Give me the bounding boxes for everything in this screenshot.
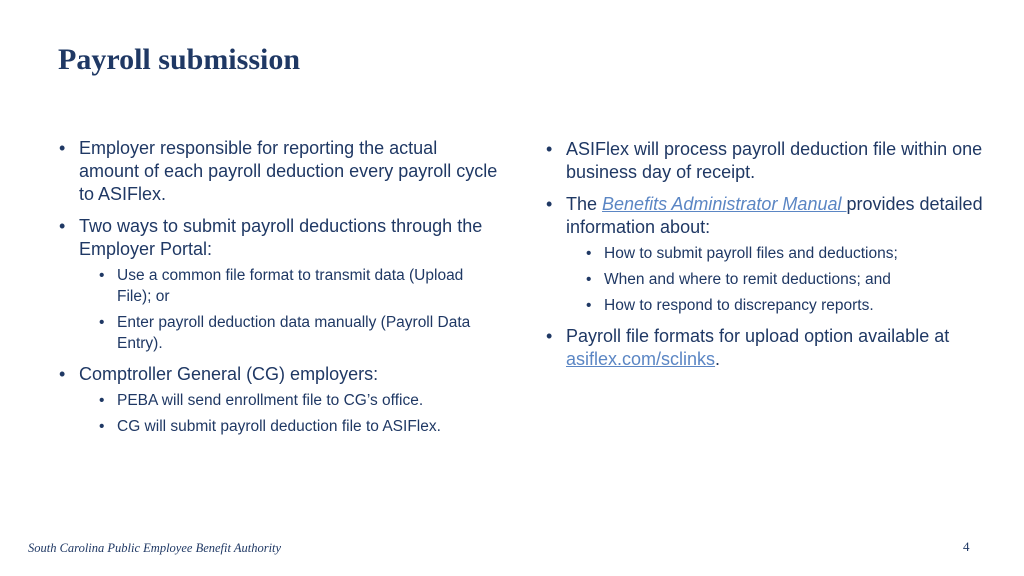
bullet-cg-employers: • Comptroller General (CG) employers: • PEBA will send enrollment file to CG’s office. • CG will submit payroll deduction file to ASIFlex. — [58, 363, 498, 437]
sub-bullet-upload-file: • Use a common file format to transmit data (Upload File); or — [97, 265, 498, 307]
bullet-benefits-manual: • The Benefits Administrator Manual provides detailed information about: • How to submit payroll files and deductions; • When and where to remit deductions; and • How to respond to discrepancy reports. — [545, 193, 985, 316]
right-bullet-list — [545, 138, 985, 371]
bullet-file-formats: • Payroll file formats for upload option available at asiflex.com/sclinks. — [545, 325, 985, 371]
bullet-employer-responsibility: • Employer responsible for reporting the actual amount of each payroll deduction every payroll cycle to ASIFlex. — [58, 137, 498, 206]
manual-topics-sub-list — [584, 243, 985, 316]
page-number: 4 — [963, 539, 970, 554]
sub-bullet-payroll-data-entry: • Enter payroll deduction data manually (Payroll Data Entry). — [97, 312, 498, 354]
sub-bullet-cg-submit: • CG will submit payroll deduction file to ASIFlex. — [97, 416, 498, 437]
left-column — [58, 137, 498, 446]
page-title: Payroll submission — [58, 43, 301, 76]
sub-bullet-discrepancy-reports: • How to respond to discrepancy reports. — [584, 295, 985, 316]
sub-bullet-peba-enrollment: • PEBA will send enrollment file to CG’s office. — [97, 390, 498, 411]
footer-organization: South Carolina Public Employee Benefit Authority — [28, 541, 282, 555]
left-bullet-list — [58, 137, 498, 437]
bullet-two-ways: • Two ways to submit payroll deductions through the Employer Portal: • Use a common file format to transmit data (Upload File); or • Enter payroll deduction data manually (Payroll Data Entry). — [58, 215, 498, 354]
asiflex-sclinks-link[interactable]: asiflex.com/sclinks — [566, 349, 716, 369]
right-column — [545, 138, 985, 380]
sub-bullet-remit-deductions: • When and where to remit deductions; and — [584, 269, 985, 290]
cg-sub-list — [97, 390, 498, 437]
sub-bullet-submit-payroll: • How to submit payroll files and deductions; — [584, 243, 985, 264]
benefits-administrator-manual-link[interactable]: Benefits Administrator Manual — [602, 194, 847, 214]
bullet-asiflex-process: • ASIFlex will process payroll deduction file within one business day of receipt. — [545, 138, 985, 184]
two-ways-sub-list — [97, 265, 498, 354]
